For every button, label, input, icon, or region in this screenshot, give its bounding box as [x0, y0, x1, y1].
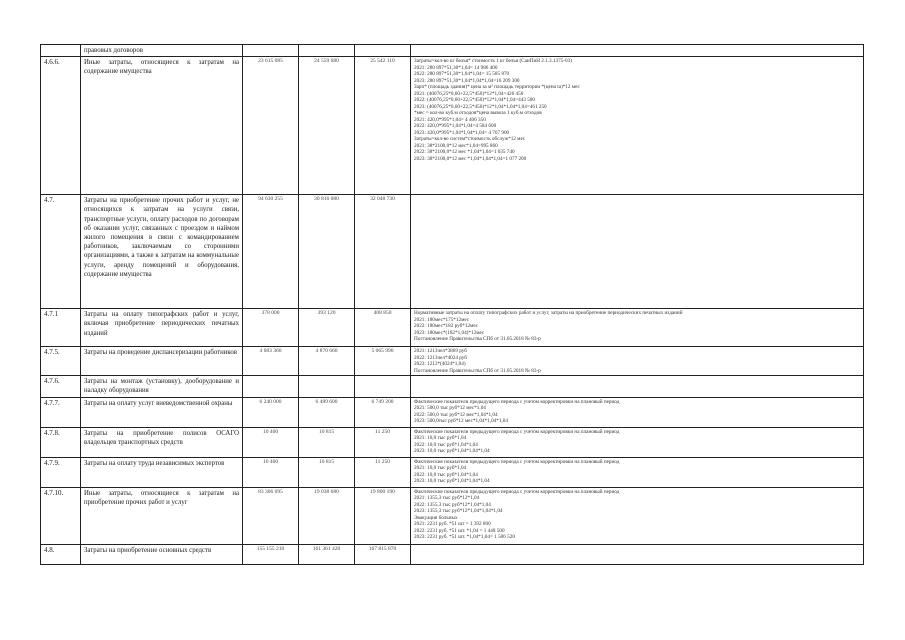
note-line: Нормативные затраты на оплату типографских работ и услуг, затраты на приобретение периодических печатных изданий	[414, 310, 683, 317]
note-line: Фактические показатели предыдущего периода с учетом корректировки на плановый период	[414, 488, 620, 495]
note-line: 2022: 2231 руб. *51 шт. *1,04 = 1 448 500	[414, 527, 505, 534]
note-line: 2023: 180мес*(182*1,04)*12мес	[414, 329, 485, 336]
row-name-cell	[81, 457, 243, 487]
row-name: Затраты на проведение диспансеризации работников	[84, 349, 237, 357]
row-number-cell	[41, 427, 81, 457]
note-line: Фактические показатели предыдущего периода с учетом корректировки на плановый период	[414, 458, 620, 465]
row-number-cell	[41, 309, 81, 347]
table-row	[41, 57, 864, 195]
note-line: 2021: 500,0 тыс руб*12 мес*1,04	[414, 405, 486, 412]
row-name-cell	[81, 195, 243, 309]
value-2021: 10 400	[243, 427, 299, 457]
value-2022: 30 816 080	[299, 195, 355, 309]
value-2021: 6 240 000	[243, 397, 299, 427]
row-name-cell	[81, 347, 243, 376]
table-row	[41, 347, 864, 376]
row-name-cell	[81, 397, 243, 427]
row-name-cell	[81, 309, 243, 347]
row-number: 4.6.6.	[44, 58, 60, 67]
table-row	[41, 376, 864, 397]
note-line: 2023: 420,0*995*1,04*1,04*1,04= 4 767 900	[414, 129, 510, 136]
row-number: 4.7.9.	[44, 458, 60, 467]
note-line: 2023: 10,0 тыс руб*1,04*1,04*1,04	[414, 448, 490, 455]
row-name: Иные затраты, относящиеся к затратам на содержание имущества	[84, 59, 239, 76]
note-line: Фактические показатели предыдущего периода с учетом корректировки на плановый период	[414, 398, 620, 405]
value-2021: 4 683 360	[243, 347, 299, 376]
note-line: 2021: 420,0*995*1,04= 4 406 350	[414, 116, 486, 123]
note-line: 2023: 280 897*51,30*1,04*1,04*1,04=16 209 300	[414, 77, 520, 84]
row-name: Затраты на приобретение полисов ОСАГО владельцев транспортных средств	[84, 429, 239, 446]
note-line: 2023: 1355,3 тыс руб*12*1,04*1,04*1,04	[414, 508, 503, 515]
table-row	[41, 45, 864, 57]
value-2022	[299, 45, 355, 57]
value-2022: 19 038 680	[299, 487, 355, 544]
calculation-notes	[411, 397, 864, 427]
note-line: 2023: 38*2100,0*12 мес *1,04*1,04*1,04=1 077 200	[414, 155, 527, 162]
note-line: 2022: 1213чел*4024 руб	[414, 354, 467, 361]
table-row	[41, 544, 864, 564]
row-name-cell	[81, 57, 243, 195]
value-2023: 32 048 730	[355, 195, 411, 309]
value-2022: 10 815	[299, 427, 355, 457]
table-row	[41, 487, 864, 544]
note-line: 2021: 38*2100,0*12 мес*1,04=995 860	[414, 142, 498, 149]
row-number-cell	[41, 487, 81, 544]
value-2021: 378 000	[243, 309, 299, 347]
row-number: 4.7.6.	[44, 377, 60, 386]
value-2023	[355, 45, 411, 57]
row-number-cell	[41, 347, 81, 376]
value-2023: 408 850	[355, 309, 411, 347]
row-name: правовых договоров	[84, 47, 143, 54]
note-line: *мес = кол-во куб.м отходов*цена вывоза 1 куб.м отходов	[414, 110, 542, 117]
note-line: Затраты=кол-во систем*стоимость обслуж*12 мес	[414, 136, 526, 143]
cost-table	[40, 44, 864, 565]
calculation-notes	[411, 57, 864, 195]
value-2022: 24 559 680	[299, 57, 355, 195]
note-line: 2021: 2231 руб. *51 шт = 1 392 800	[414, 521, 491, 528]
calculation-notes	[411, 376, 864, 397]
row-name: Затраты на приобретение прочих работ и услуг, не относящихся к затратам на услуги связи, транспортные услуги, оплату расходов по договорам об оказании услуг, связанных с проездом и наймом жилого помещения в связи с командированием работников, заключаемым со сторонними организациями, а также к затратам на коммунальные услуги, аренду помещений и оборудования, содержание имущества	[84, 197, 239, 278]
row-number-cell	[41, 457, 81, 487]
row-name-cell	[81, 544, 243, 564]
calculation-notes	[411, 427, 864, 457]
value-2022: 393 120	[299, 309, 355, 347]
note-line: 2021: (40076,25*0,60+22,5*450)*12*1,04=426 450	[414, 90, 524, 97]
row-name: Затраты на оплату услуг вневедомственной охраны	[84, 399, 233, 407]
value-2021: 155 155 210	[243, 544, 299, 564]
value-2021: 94 630 255	[243, 195, 299, 309]
note-line: Затраты=кол-во кг белья* стоимость 1 кг белья (СанПиН 2.1.3.1375-03)	[414, 58, 572, 65]
cost-table-body	[41, 45, 864, 565]
note-line: Постановление Правительства СПб от 31.05.2018 № 83-р	[414, 336, 541, 343]
row-name-cell	[81, 376, 243, 397]
calculation-notes	[411, 457, 864, 487]
note-line: 2021: 1213чел*3869 руб	[414, 348, 467, 355]
row-name-cell	[81, 487, 243, 544]
value-2023: 6 749 200	[355, 397, 411, 427]
row-number-cell	[41, 195, 81, 309]
value-2021: 23 615 085	[243, 57, 299, 195]
note-line: 2021: 10,0 тыс руб*1,04	[414, 465, 467, 472]
note-line: Постановление Правительства СПб от 31.05.2018 № 83-р	[414, 367, 541, 374]
value-2023: 25 542 110	[355, 57, 411, 195]
table-row	[41, 457, 864, 487]
calculation-notes	[411, 309, 864, 347]
table-row	[41, 309, 864, 347]
note-line: Зарп* (площадь здания)* цена за м² площадь территории *(цена ta)*12 мес	[414, 84, 580, 91]
row-name-cell	[81, 427, 243, 457]
note-line: 2022: 280 897*51,30*1,04*1,04= 15 585 870	[414, 71, 510, 78]
row-number-cell	[41, 57, 81, 195]
note-line: 2022: 1355,3 тыс руб*12*1,04*1,04	[414, 501, 491, 508]
note-line: Фактические показатели предыдущего периода с учетом корректировки на плановый период	[414, 428, 620, 435]
value-2023: 5 065 990	[355, 347, 411, 376]
note-line: 2021: 280 897*51,30*1,04= 14 986 400	[414, 64, 498, 71]
note-line: 2021: 180мес*175*12мес	[414, 316, 470, 323]
value-2023: 11 250	[355, 427, 411, 457]
value-2021: 10 400	[243, 457, 299, 487]
note-line: 2023: 500,0тыс руб*12 мес*1,04*1,04*1,04	[414, 418, 508, 425]
value-2021	[243, 45, 299, 57]
note-line: 2022: 38*2100,0*12 мес *1,04*1,04=1 035 740	[414, 149, 515, 156]
row-number-cell	[41, 45, 81, 57]
row-name: Затраты на оплату типографских работ и услуг, включая приобретение периодических печатных изданий	[84, 311, 239, 337]
note-line: 2022: 500,0 тыс руб*12 мес*1,04*1,04	[414, 411, 498, 418]
note-line: 2023: 1213*(4024*1,04)	[414, 361, 466, 368]
note-line: 2021: 10,0 тыс руб*1,04	[414, 435, 467, 442]
row-number: 4.8.	[44, 545, 55, 554]
calculation-notes	[411, 544, 864, 564]
note-line: 2023: 10,0 тыс руб*1,04*1,04*1,04	[414, 478, 490, 485]
note-line: Эвакуация больных	[414, 514, 458, 521]
calculation-notes	[411, 45, 864, 57]
value-2021	[243, 376, 299, 397]
row-number: 4.7.5.	[44, 348, 60, 357]
value-2022	[299, 376, 355, 397]
row-number: 4.7.10.	[44, 488, 64, 497]
row-number: 4.7.8.	[44, 428, 60, 437]
value-2022: 10 815	[299, 457, 355, 487]
row-name: Иные затраты, относящиеся к затратам на приобретение прочих работ и услуг	[84, 489, 239, 506]
note-line: 2022: 10,0 тыс руб*1,04*1,04	[414, 441, 478, 448]
row-number: 4.7.	[44, 196, 55, 205]
table-row	[41, 427, 864, 457]
note-line: 2022: 420,0*995*1,04*1,04=4 584 600	[414, 123, 497, 130]
value-2023: 167 815 870	[355, 544, 411, 564]
row-name: Затраты на оплату труда независимых экспертов	[84, 459, 225, 467]
table-row	[41, 195, 864, 309]
value-2023	[355, 376, 411, 397]
value-2022: 6 489 600	[299, 397, 355, 427]
value-2021: 83 306 095	[243, 487, 299, 544]
row-number-cell	[41, 376, 81, 397]
value-2022: 4 870 660	[299, 347, 355, 376]
calculation-notes	[411, 347, 864, 376]
row-number-cell	[41, 397, 81, 427]
calculation-notes	[411, 487, 864, 544]
value-2023: 19 800 190	[355, 487, 411, 544]
note-line: 2022: (40076,25*0,60+22,5*450)*12*1,04*1,04=443 500	[414, 97, 535, 104]
row-number: 4.7.1	[44, 310, 58, 319]
note-line: 2022: 10,0 тыс руб*1,04*1,04	[414, 471, 478, 478]
row-number: 4.7.7.	[44, 398, 60, 407]
note-line: 2021: 1355,3 тыс руб*12*1,04	[414, 495, 480, 502]
value-2022: 161 361 420	[299, 544, 355, 564]
value-2023: 11 250	[355, 457, 411, 487]
table-row	[41, 397, 864, 427]
calculation-notes	[411, 195, 864, 309]
row-name: Затраты на приобретение основных средств	[84, 546, 212, 554]
row-number-cell	[41, 544, 81, 564]
note-line: 2023: 2231 руб. *51 шт. *1,04*1,04= 1 506 520	[414, 534, 515, 541]
row-name-cell	[81, 45, 243, 57]
row-name: Затраты на монтаж (установку), дооборудование и наладку оборудования	[84, 378, 239, 395]
note-line: 2022: 180мес*182 руб*12мес	[414, 323, 479, 330]
note-line: 2023: (40076,25*0,60+22,5*450)*12*1,04*1,04*1,04=461 250	[414, 103, 547, 110]
